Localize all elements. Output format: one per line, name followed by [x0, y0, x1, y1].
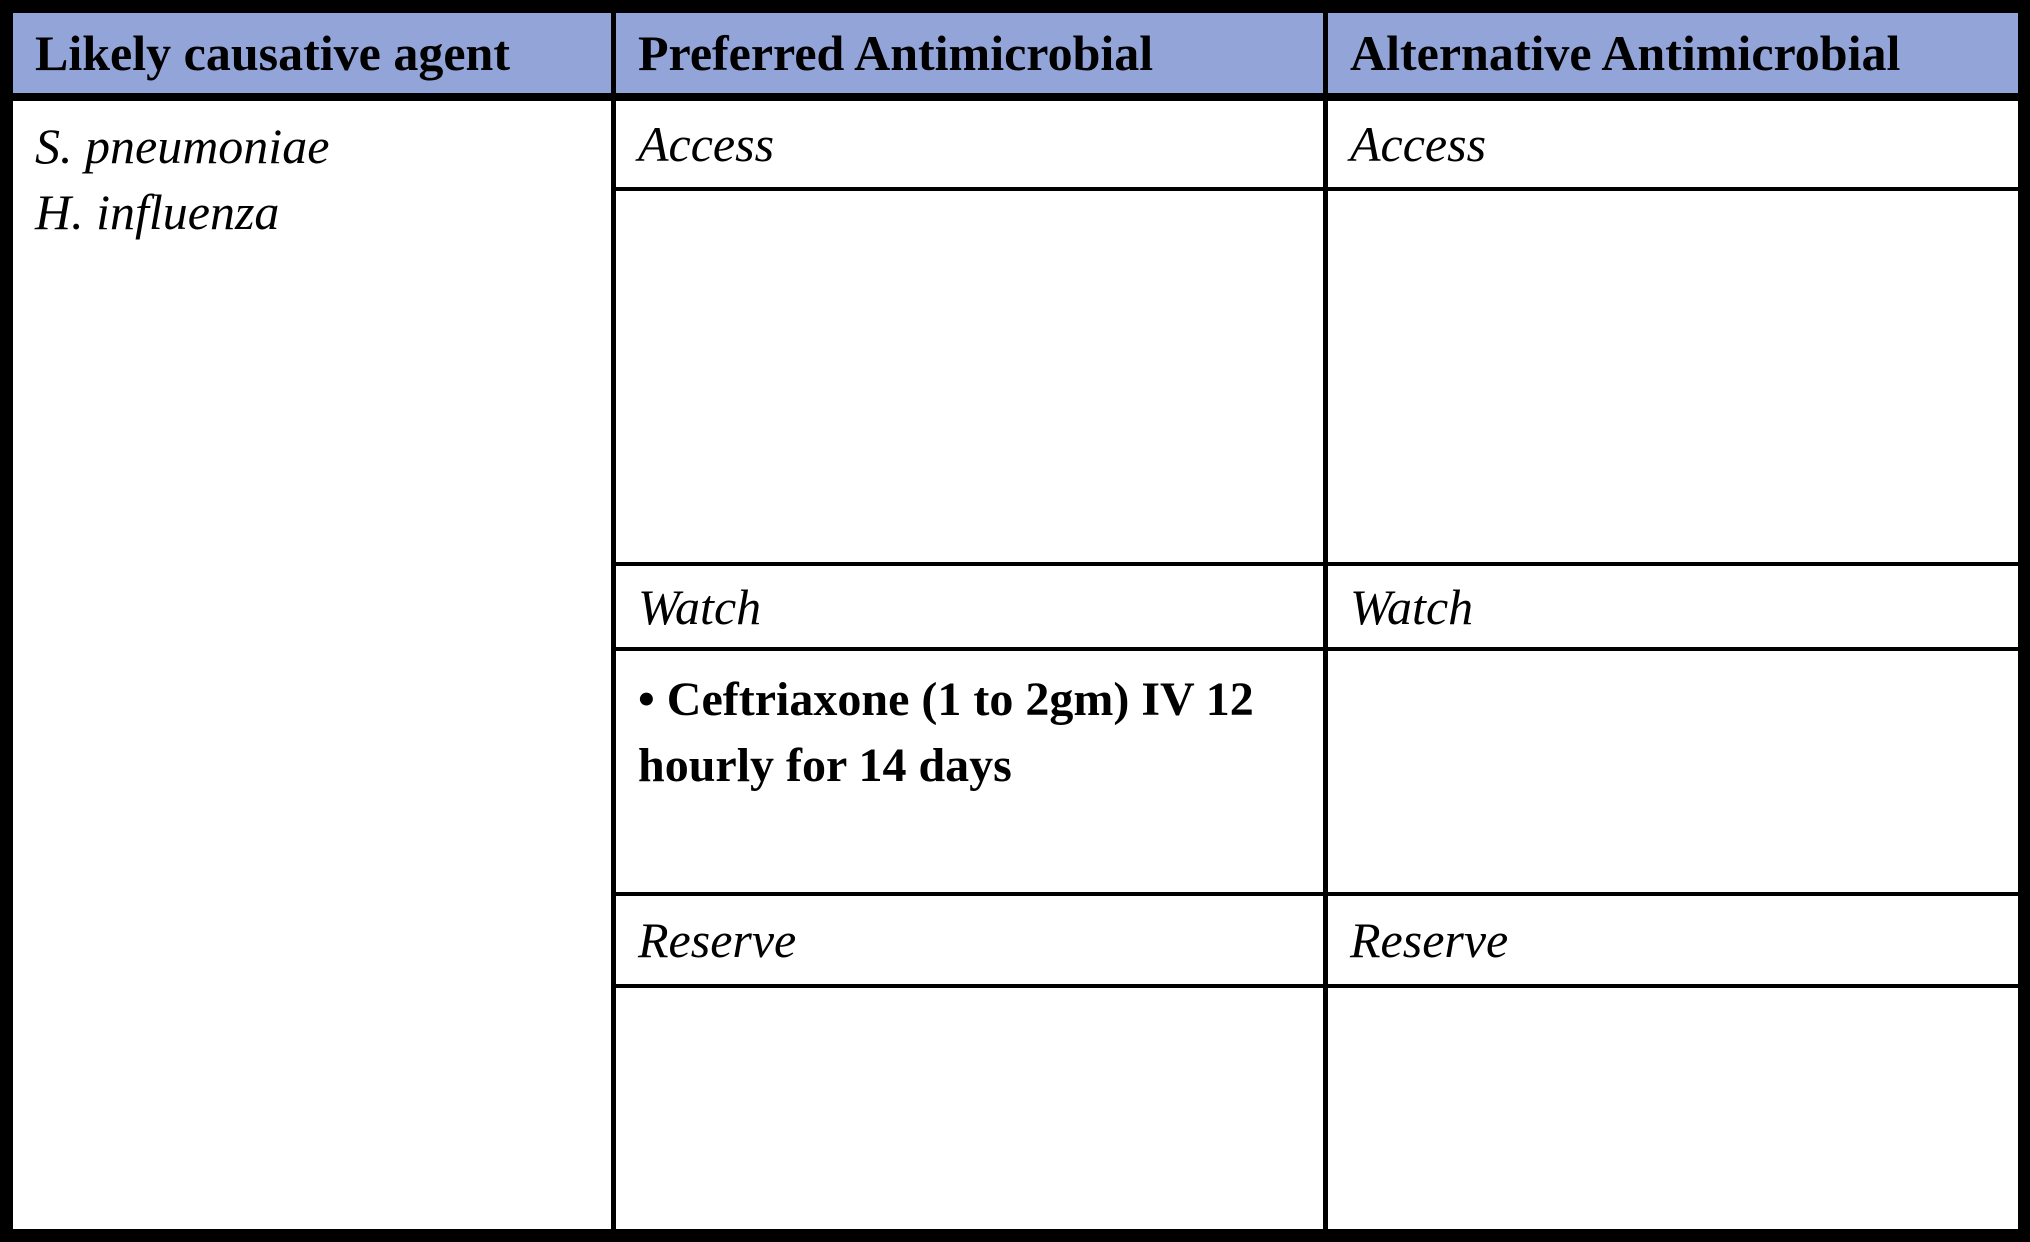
preferred-watch-content-cell	[616, 651, 1328, 896]
header-row	[13, 13, 2018, 101]
preferred-reserve-label-cell: Reserve	[616, 896, 1328, 988]
alternative-access-content-cell	[1328, 191, 2018, 566]
alternative-watch-label-cell: Watch	[1328, 566, 2018, 651]
preferred-access-content-cell	[616, 191, 1328, 566]
causative-agent-line-1: S. pneumoniae	[35, 118, 330, 174]
alternative-access-label-cell: Access	[1328, 101, 2018, 191]
alternative-watch-content-cell	[1328, 651, 2018, 896]
column-header-preferred-antimicrobial: Preferred Antimicrobial	[616, 13, 1328, 101]
alternative-reserve-label-cell: Reserve	[1328, 896, 2018, 988]
causative-agent-cell	[13, 101, 616, 1229]
drug-regimen-line-2: hourly for 14 days	[638, 739, 1012, 792]
preferred-reserve-content-cell	[616, 988, 1328, 1229]
column-header-likely-causative-agent: Likely causative agent	[13, 13, 616, 101]
preferred-access-label-cell: Access	[616, 101, 1328, 191]
access-label-row	[13, 101, 2018, 191]
causative-agent-line-2: H. influenza	[35, 184, 280, 240]
preferred-watch-label-cell: Watch	[616, 566, 1328, 651]
alternative-reserve-content-cell	[1328, 988, 2018, 1229]
drug-regimen-line-1: • Ceftriaxone (1 to 2gm) IV 12	[638, 673, 1254, 726]
column-header-alternative-antimicrobial: Alternative Antimicrobial	[1328, 13, 2018, 101]
